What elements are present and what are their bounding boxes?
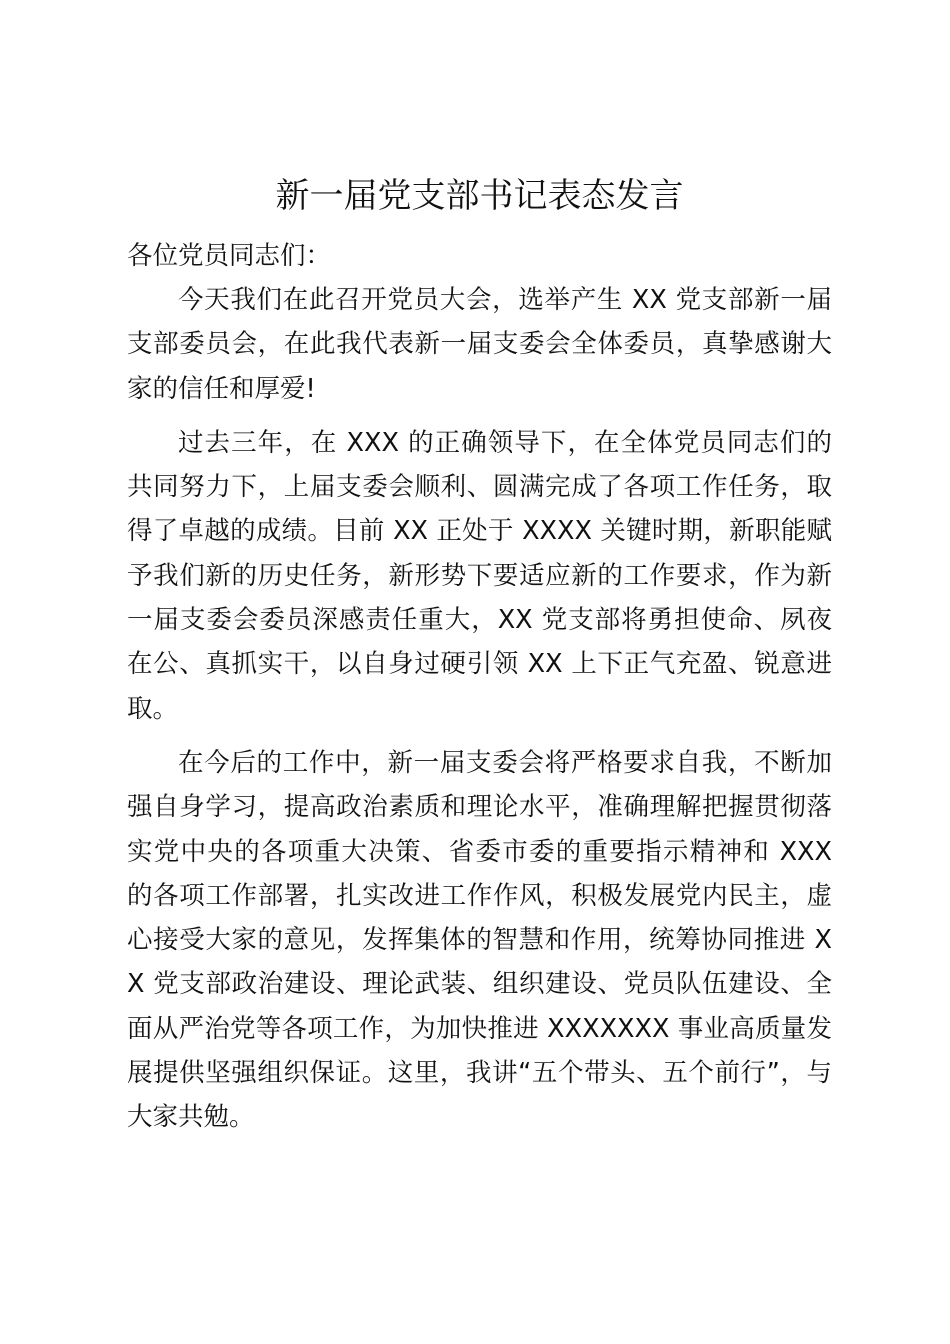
paragraph-2: 过去三年，在 XXX 的正确领导下，在全体党员同志们的共同努力下，上届支委会顺利、圆满完成了各项工作任务，取得了卓越的成绩。目前 XX 正处于 XXXX 关键时期，新职能赋予我们新的历史任务，新形势下要适应新的工作要求，作为新一届支委会委员深感责任重大，XX 党支部将勇担使命、夙夜在公、真抓实干，以自身过硬引领 XX 上下正气充盈、锐意进取。 (127, 427, 832, 724)
paragraph-3: 在今后的工作中，新一届支委会将严格要求自我，不断加强自身学习，提高政治素质和理论水平，准确理解把握贯彻落实党中央的各项重大决策、省委市委的重要指示精神和 XXX 的各项工作部署，扎实改进工作作风，积极发展党内民主，虚心接受大家的意见，发挥集体的智慧和作用，统筹协同推进 XX 党支部政治建设、理论武装、组织建设、党员队伍建设、全面从严治党等各项工作，为加快推进 XXXXXXX 事业高质量发展提供坚强组织保证。这里，我讲“五个带头、五个前行”，与大家共勉。 (127, 747, 832, 1133)
document-title: 新一届党支部书记表态发言 (275, 176, 684, 216)
paragraph-1: 今天我们在此召开党员大会，选举产生 XX 党支部新一届支部委员会，在此我代表新一届支委会全体委员，真挚感谢大家的信任和厚爱! (127, 285, 832, 404)
document-body (127, 168, 832, 1140)
salutation: 各位党员同志们： (127, 241, 332, 271)
